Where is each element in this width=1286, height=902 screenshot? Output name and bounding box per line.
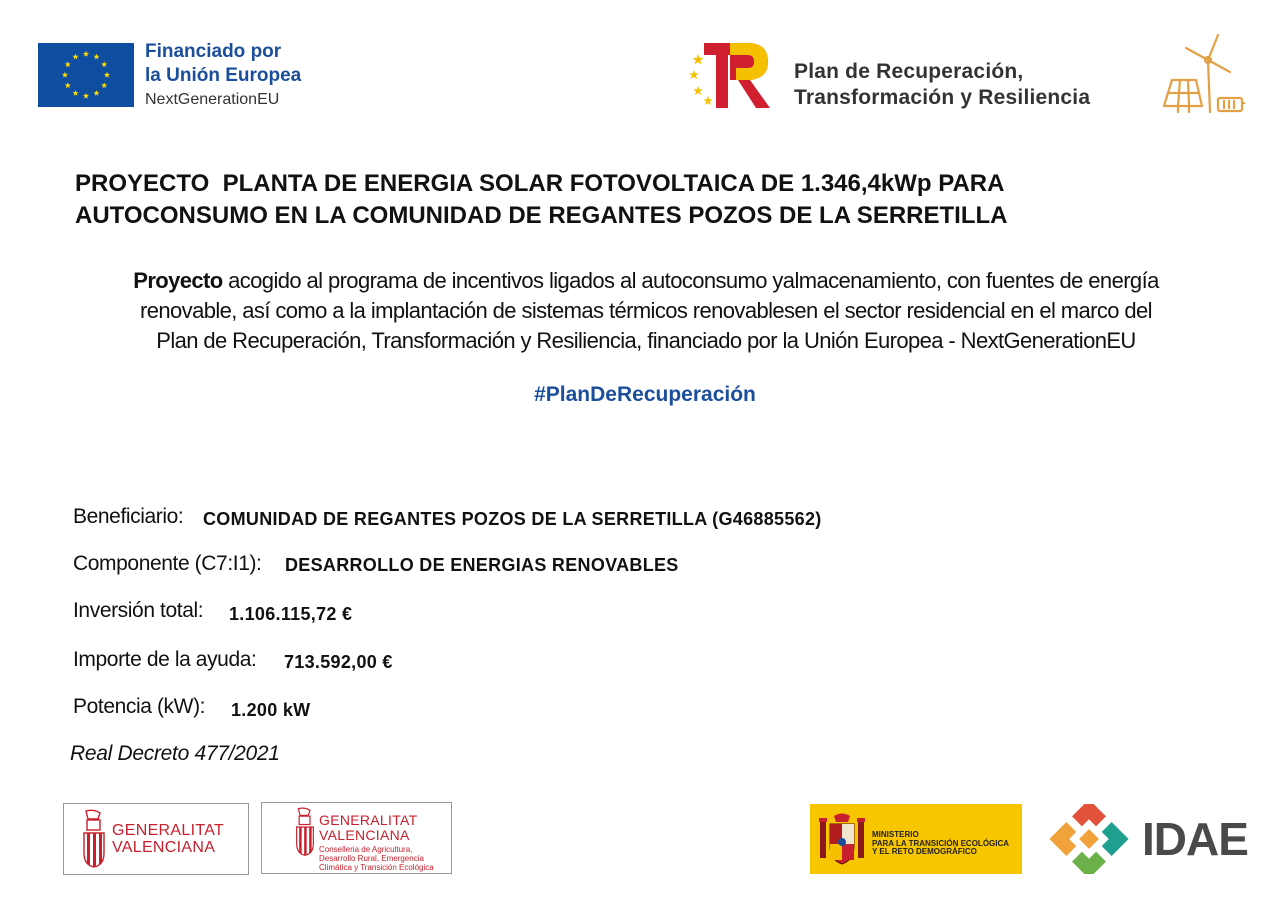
description-line3: Plan de Recuperación, Transformación y Resiliencia, financiado por la Unión Europea - NextGenerationEU <box>156 328 1136 353</box>
inversion-label: Inversión total: <box>73 599 204 622</box>
project-title-line2: AUTOCONSUMO EN LA COMUNIDAD DE REGANTES POZOS DE LA SERRETILLA <box>75 202 1008 229</box>
eu-funding-line3: NextGenerationEU <box>145 91 280 108</box>
prtr-logo-icon <box>686 40 776 110</box>
componente-label: Componente (C7:I1): <box>73 552 262 575</box>
description-lead: Proyecto <box>133 268 223 293</box>
generalitat-2-line2: VALENCIANA <box>319 827 410 843</box>
ayuda-label: Importe de la ayuda: <box>73 648 257 671</box>
eu-funding-line2: la Unión Europea <box>145 65 302 86</box>
ministerio-line2: PARA LA TRANSICIÓN ECOLÓGICA <box>872 838 1010 848</box>
componente-value: DESARROLLO DE ENERGIAS RENOVABLES <box>285 555 679 575</box>
spain-coat-of-arms-icon <box>818 812 866 871</box>
description-line2: renovable, así como a la implantación de sistemas térmicos renovablesen el sector residencial en el marco del <box>140 298 1152 323</box>
project-title <box>75 168 1215 232</box>
project-title-line1: PROYECTO PLANTA DE ENERGIA SOLAR FOTOVOLTAICA DE 1.346,4kWp PARA <box>75 170 1005 197</box>
ministerio-text <box>872 831 1009 857</box>
prtr-title-line1: Plan de Recuperación, <box>794 60 1024 83</box>
description-line1-text: acogido al programa de incentivos ligados al autoconsumo yalmacenamiento, con fuentes de energía <box>222 268 1159 293</box>
potencia-value: 1.200 kW <box>231 700 311 720</box>
eu-flag-icon <box>38 43 134 107</box>
generalitat-1-line1: GENERALITAT <box>112 822 225 839</box>
generalitat-2-sub3: Climática y Transición Ecológica <box>319 863 434 872</box>
ayuda-value: 713.592,00 € <box>284 652 393 672</box>
generalitat-shield-icon <box>293 807 317 862</box>
beneficiario-label: Beneficiario: <box>73 505 184 528</box>
eu-funding-line1: Financiado por <box>145 41 282 62</box>
wind-solar-battery-icon <box>1158 32 1246 116</box>
description-line1 <box>64 266 1228 296</box>
hashtag: #PlanDeRecuperación <box>534 383 756 406</box>
inversion-value: 1.106.115,72 € <box>229 604 353 624</box>
idae-logo-icon <box>1039 804 1139 879</box>
generalitat-2-sub1: Conselleria de Agricultura, <box>319 845 413 854</box>
potencia-label: Potencia (kW): <box>73 695 206 718</box>
generalitat-logo-1 <box>63 803 249 875</box>
generalitat-2-sub2: Desarrollo Rural, Emergencia <box>319 854 424 863</box>
project-description <box>64 266 1228 356</box>
beneficiario-value: COMUNIDAD DE REGANTES POZOS DE LA SERRETILLA (G46885562) <box>203 509 822 529</box>
generalitat-2-line1: GENERALITAT <box>319 812 418 828</box>
decree-reference: Real Decreto 477/2021 <box>70 742 280 765</box>
generalitat-1-line2: VALENCIANA <box>112 839 216 856</box>
ministerio-line3: Y EL RETO DEMOGRÁFICO <box>872 847 977 856</box>
generalitat-shield-icon <box>80 809 108 874</box>
ministerio-line1: MINISTERIO <box>872 830 919 839</box>
idae-wordmark: IDAE <box>1142 813 1248 865</box>
generalitat-logo-2 <box>261 802 452 874</box>
prtr-title-line2: Transformación y Resiliencia <box>794 86 1091 109</box>
